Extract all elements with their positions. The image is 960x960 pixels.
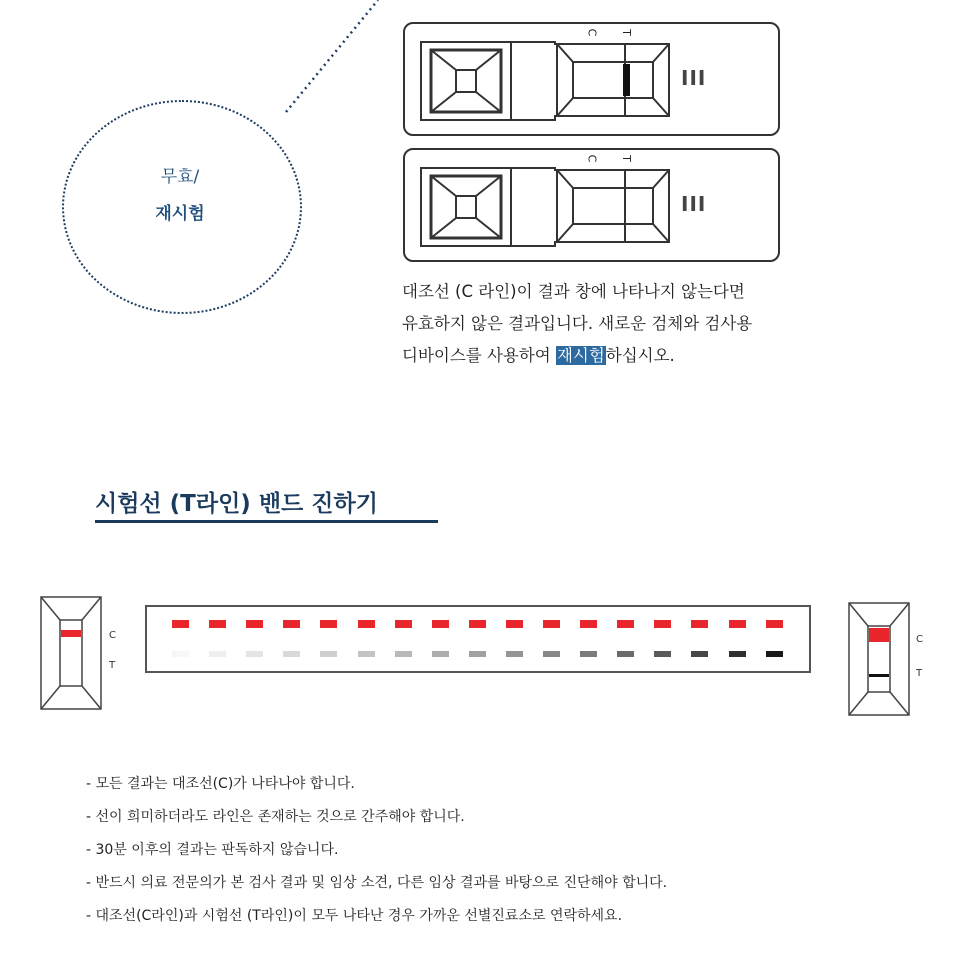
invalid-label: 무효/ <box>160 167 200 187</box>
note-item-3: - 30분 이후의 결과는 판독하지 않습니다. <box>86 842 339 858</box>
invalid-description <box>402 276 922 372</box>
test-band <box>283 651 300 657</box>
section-title: 시험선 (T라인) 밴드 진하기 <box>95 491 378 517</box>
mini-t-label-right: T <box>916 668 923 679</box>
retest-label: 재시험 <box>155 204 205 224</box>
test-band <box>320 651 337 657</box>
mini-t-label-left: T <box>109 660 116 671</box>
control-band <box>506 620 523 628</box>
test-band <box>358 651 375 657</box>
test-band <box>691 651 708 657</box>
control-band <box>358 620 375 628</box>
test-band <box>729 651 746 657</box>
highlighted-retest: 재시험 <box>556 346 605 365</box>
c-marker: C <box>585 154 599 163</box>
t-marker: T <box>619 29 633 36</box>
note-item-5: - 대조선(C라인)과 시험선 (T라인)이 모두 나타난 경우 가까운 선별진료소로 연락하세요. <box>86 908 623 924</box>
strip-strong-t <box>848 602 910 716</box>
test-band <box>580 651 597 657</box>
note-item-1: - 모든 결과는 대조선(C)가 나타나야 합니다. <box>86 776 355 792</box>
test-band <box>506 651 523 657</box>
mini-c-label-right: C <box>916 634 923 645</box>
band-intensity-panel <box>145 605 811 673</box>
control-band <box>246 620 263 628</box>
test-cassette-2 <box>403 148 780 262</box>
control-band <box>729 620 746 628</box>
test-cassette-1 <box>403 22 780 136</box>
strip-ticks: III <box>681 192 707 216</box>
test-band <box>543 651 560 657</box>
test-band <box>172 651 189 657</box>
control-band <box>172 620 189 628</box>
test-band <box>209 651 226 657</box>
control-band <box>543 620 560 628</box>
description-line-3-end: 하십시오. <box>605 346 675 365</box>
control-band <box>654 620 671 628</box>
control-band <box>395 620 412 628</box>
control-band <box>320 620 337 628</box>
test-band <box>395 651 412 657</box>
test-band <box>617 651 634 657</box>
control-band <box>469 620 486 628</box>
description-line-3-start: 디바이스를 사용하여 <box>402 346 556 365</box>
description-line-2: 유효하지 않은 결과입니다. 새로운 검체와 검사용 <box>402 314 753 333</box>
test-band <box>469 651 486 657</box>
control-band <box>691 620 708 628</box>
strip-faint-drawing <box>40 596 102 710</box>
description-line-3 <box>402 340 922 372</box>
control-band <box>617 620 634 628</box>
description-line-1: 대조선 (C 라인)이 결과 창에 나타나지 않는다면 <box>402 282 745 301</box>
control-band <box>580 620 597 628</box>
test-band <box>246 651 263 657</box>
control-band <box>283 620 300 628</box>
control-band <box>432 620 449 628</box>
test-band <box>432 651 449 657</box>
cassette-drawing-1 <box>405 24 778 134</box>
test-band <box>766 651 783 657</box>
control-band <box>209 620 226 628</box>
title-underline <box>95 520 438 523</box>
t-marker: T <box>619 155 633 162</box>
note-item-4: - 반드시 의료 전문의가 본 검사 결과 및 임상 소견, 다른 임상 결과를 바탕으로 진단해야 합니다. <box>86 875 668 891</box>
strip-strong-drawing <box>848 602 910 716</box>
note-item-2: - 선이 희미하더라도 라인은 존재하는 것으로 간주해야 합니다. <box>86 809 465 825</box>
cassette-drawing-2 <box>405 150 778 260</box>
strip-ticks: III <box>681 66 707 90</box>
strip-faint-t <box>40 596 102 710</box>
control-band <box>766 620 783 628</box>
c-marker: C <box>585 28 599 37</box>
mini-c-label-left: C <box>109 630 116 641</box>
test-band <box>654 651 671 657</box>
